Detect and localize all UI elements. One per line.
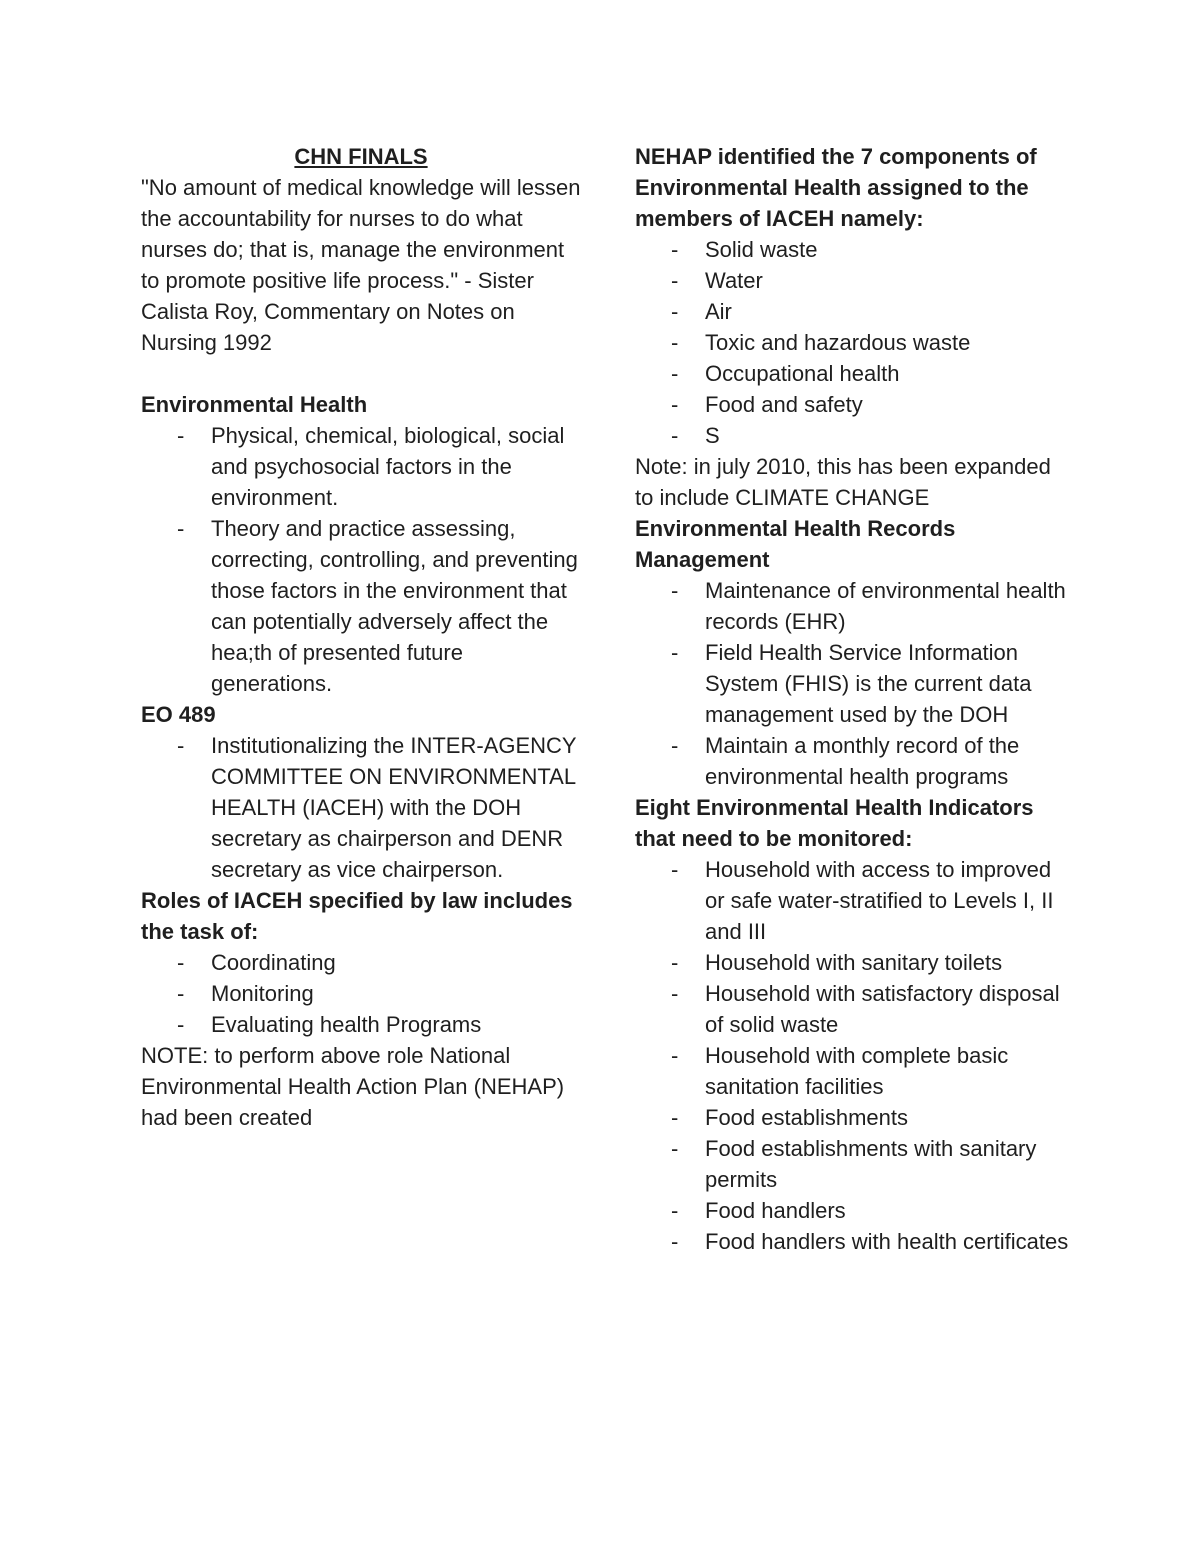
eo489-heading: EO 489 (141, 702, 216, 727)
list-item: - Physical, chemical, biological, social and psychosocial factors in the environment. (141, 420, 581, 513)
list-item: - Maintain a monthly record of the environmental health programs (635, 730, 1075, 792)
list-item: - Household with access to improved or safe water-stratified to Levels I, II and III (635, 854, 1075, 947)
env-health-list (141, 420, 581, 699)
records-list (635, 575, 1075, 792)
eo489-list (141, 730, 581, 885)
list-item: - Household with complete basic sanitation facilities (635, 1040, 1075, 1102)
right-column (635, 141, 1075, 1257)
indicators-list (635, 854, 1075, 1257)
list-item: - Occupational health (635, 358, 1075, 389)
roles-heading: Roles of IACEH specified by law includes the task of: (141, 888, 573, 944)
list-item: - Food establishments with sanitary permits (635, 1133, 1075, 1195)
list-item: - Toxic and hazardous waste (635, 327, 1075, 358)
list-item: - Household with satisfactory disposal of solid waste (635, 978, 1075, 1040)
nehap-components-list (635, 234, 1075, 451)
list-item: - Food establishments (635, 1102, 1075, 1133)
list-item: - Institutionalizing the INTER-AGENCY COMMITTEE ON ENVIRONMENTAL HEALTH (IACEH) with the DOH secretary as chairperson and DENR secretary as vice chairperson. (141, 730, 581, 885)
list-item: - Food handlers (635, 1195, 1075, 1226)
list-item: - Solid waste (635, 234, 1075, 265)
list-item: - Evaluating health Programs (141, 1009, 581, 1040)
list-item: - Water (635, 265, 1075, 296)
opening-quote: "No amount of medical knowledge will lessen the accountability for nurses to do what nurses do; that is, manage the environment to promote positive life process." - Sister Calista Roy, Commentary on Notes on Nursing 1992 (141, 175, 581, 355)
spacer (141, 358, 581, 389)
list-item: - Food and safety (635, 389, 1075, 420)
nehap-note: NOTE: to perform above role National Environmental Health Action Plan (NEHAP) had been created (141, 1043, 565, 1130)
climate-change-note: Note: in july 2010, this has been expanded to include CLIMATE CHANGE (635, 454, 1051, 510)
list-item: - Monitoring (141, 978, 581, 1009)
document-title: CHN FINALS (294, 144, 428, 169)
list-item: - Theory and practice assessing, correcting, controlling, and preventing those factors in the environment that can potentially adversely affect the hea;th of presented future generations. (141, 513, 581, 699)
records-heading: Environmental Health Records Management (635, 516, 956, 572)
list-item: - Coordinating (141, 947, 581, 978)
left-column (141, 141, 581, 1133)
list-item: - Food handlers with health certificates (635, 1226, 1075, 1257)
list-item: - Household with sanitary toilets (635, 947, 1075, 978)
list-item: - Maintenance of environmental health records (EHR) (635, 575, 1075, 637)
indicators-heading: Eight Environmental Health Indicators that need to be monitored: (635, 795, 1034, 851)
list-item: - Air (635, 296, 1075, 327)
env-health-heading: Environmental Health (141, 392, 368, 417)
nehap-heading: NEHAP identified the 7 components of Environmental Health assigned to the members of IACEH namely: (635, 144, 1037, 231)
list-item: - Field Health Service Information System (FHIS) is the current data management used by the DOH (635, 637, 1075, 730)
list-item: - S (635, 420, 1075, 451)
roles-list (141, 947, 581, 1040)
